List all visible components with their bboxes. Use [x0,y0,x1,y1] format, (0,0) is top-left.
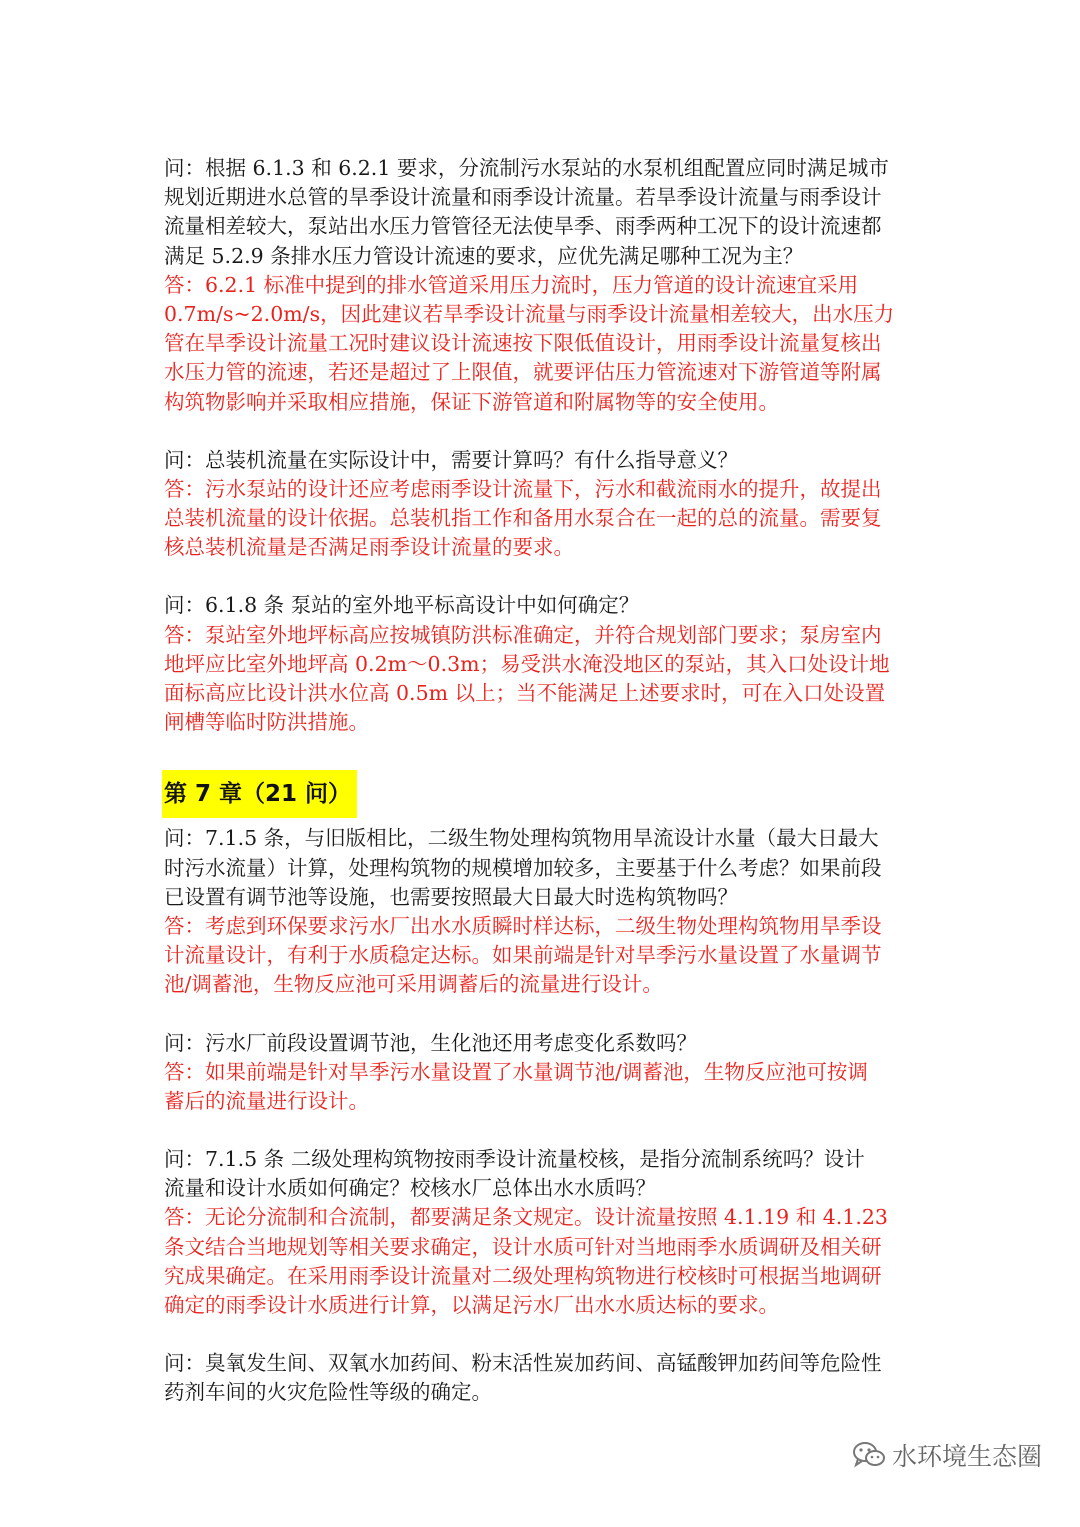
section-spacer [164,1320,920,1349]
answer-line: 蓄后的流量进行设计。 [164,1088,369,1113]
question-line: 问：总装机流量在实际设计中，需要计算吗？有什么指导意义？ [164,447,738,472]
section-spacer [164,562,920,591]
answer-line: 条文结合当地规划等相关要求确定，设计水质可针对当地雨季水质调研及相关研 [164,1234,882,1259]
chapter-heading: 第 7 章（21 问） [162,770,357,818]
qa-item [164,1029,920,1117]
question-line: 问：污水厂前段设置调节池，生化池还用考虑变化系数吗？ [164,1030,697,1055]
answer-line: 究成果确定。在采用雨季设计流量对二级处理构筑物进行校核时可根据当地调研 [164,1263,882,1288]
answer-line: 0.7m/s~2.0m/s，因此建议若旱季设计流量与雨季设计流量相差较大，出水压力 [164,301,895,326]
question-line: 时污水流量）计算，处理构筑物的规模增加较多，主要基于什么考虑？如果前段 [164,855,882,880]
question-text [164,824,920,912]
answer-line: 面标高应比设计洪水位高 0.5m 以上；当不能满足上述要求时，可在入口处设置 [164,681,886,705]
qa-block-chapter-7 [164,824,920,1407]
watermark [852,1437,1042,1473]
qa-block-chapter-6 [164,154,920,737]
qa-item [164,824,920,999]
wechat-icon [852,1440,886,1470]
question-text [164,1145,920,1203]
qa-item [164,154,920,417]
answer-line: 计流量设计，有利于水质稳定达标。如果前端是针对旱季污水量设置了水量调节 [164,943,882,968]
qa-item [164,1349,920,1407]
question-line: 问：臭氧发生间、双氧水加药间、粉末活性炭加药间、高锰酸钾加药间等危险性 [164,1351,882,1376]
document-page [164,154,920,1408]
answer-line: 答：泵站室外地坪标高应按城镇防洪标准确定，并符合规划部门要求；泵房室内 [164,622,882,647]
answer-line: 答：考虑到环保要求污水厂出水水质瞬时样达标，二级生物处理构筑物用旱季设 [164,913,882,938]
question-line: 规划近期进水总管的旱季设计流量和雨季设计流量。若旱季设计流量与雨季设计 [164,185,882,210]
answer-line: 池/调蓄池，生物反应池可采用调蓄后的流量进行设计。 [164,972,663,997]
answer-line: 构筑物影响并采取相应措施，保证下游管道和附属物等的安全使用。 [164,389,779,414]
question-line: 已设置有调节池等设施，也需要按照最大日最大时选构筑物吗？ [164,884,738,909]
answer-line: 确定的雨季设计水质进行计算，以满足污水厂出水水质达标的要求。 [164,1293,779,1317]
question-text [164,1349,920,1407]
question-line: 满足 5.2.9 条排水压力管设计流速的要求，应优先满足哪种工况为主？ [164,243,804,268]
answer-line: 答：6.2.1 标准中提到的排水管道采用压力流时，压力管道的设计流速宜采用 [164,272,859,297]
answer-text [164,271,920,417]
answer-text [164,475,920,563]
section-spacer [164,1000,920,1029]
answer-text [164,621,920,738]
watermark-text: 水环境生态圈 [891,1442,1042,1471]
question-text [164,591,920,620]
question-text [164,446,920,475]
answer-line: 答：污水泵站的设计还应考虑雨季设计流量下，污水和截流雨水的提升，故提出 [164,476,882,501]
section-spacer [164,417,920,446]
question-text [164,1029,920,1058]
answer-line: 管在旱季设计流量工况时建议设计流速按下限低值设计，用雨季设计流量复核出 [164,331,882,356]
answer-line: 水压力管的流速，若还是超过了上限值，就要评估压力管流速对下游管道等附属 [164,360,882,385]
answer-text [164,1058,920,1116]
question-text [164,154,920,271]
answer-line: 总装机流量的设计依据。总装机指工作和备用水泵合在一起的总的流量。需要复 [164,506,882,531]
qa-item [164,446,920,563]
question-line: 流量和设计水质如何确定？校核水厂总体出水水质吗？ [164,1176,656,1201]
answer-line: 核总装机流量是否满足雨季设计流量的要求。 [164,535,574,560]
question-line: 药剂车间的火灾危险性等级的确定。 [164,1380,492,1405]
answer-line: 地坪应比室外地坪高 0.2m～0.3m；易受洪水淹没地区的泵站，其入口处设计地 [164,651,890,676]
question-line: 问：7.1.5 条 二级处理构筑物按雨季设计流量校核，是指分流制系统吗？设计 [164,1147,865,1172]
qa-item [164,591,920,737]
answer-text [164,1203,920,1320]
answer-line: 闸槽等临时防洪措施。 [164,710,369,735]
question-line: 问：7.1.5 条，与旧版相比，二级生物处理构筑物用旱流设计水量（最大日最大 [164,826,879,851]
answer-line: 答：无论分流制和合流制，都要满足条文规定。设计流量按照 4.1.19 和 4.1.23 [164,1205,888,1230]
qa-item [164,1145,920,1320]
question-line: 问：根据 6.1.3 和 6.2.1 要求，分流制污水泵站的水泵机组配置应同时满足城市 [164,156,889,180]
question-line: 流量相差较大，泵站出水压力管管径无法使旱季、雨季两种工况下的设计流速都 [164,214,882,239]
answer-line: 答：如果前端是针对旱季污水量设置了水量调节池/调蓄池，生物反应池可按调 [164,1059,868,1084]
question-line: 问：6.1.8 条 泵站的室外地平标高设计中如何确定？ [164,593,640,618]
answer-text [164,912,920,1000]
section-spacer [164,1116,920,1145]
